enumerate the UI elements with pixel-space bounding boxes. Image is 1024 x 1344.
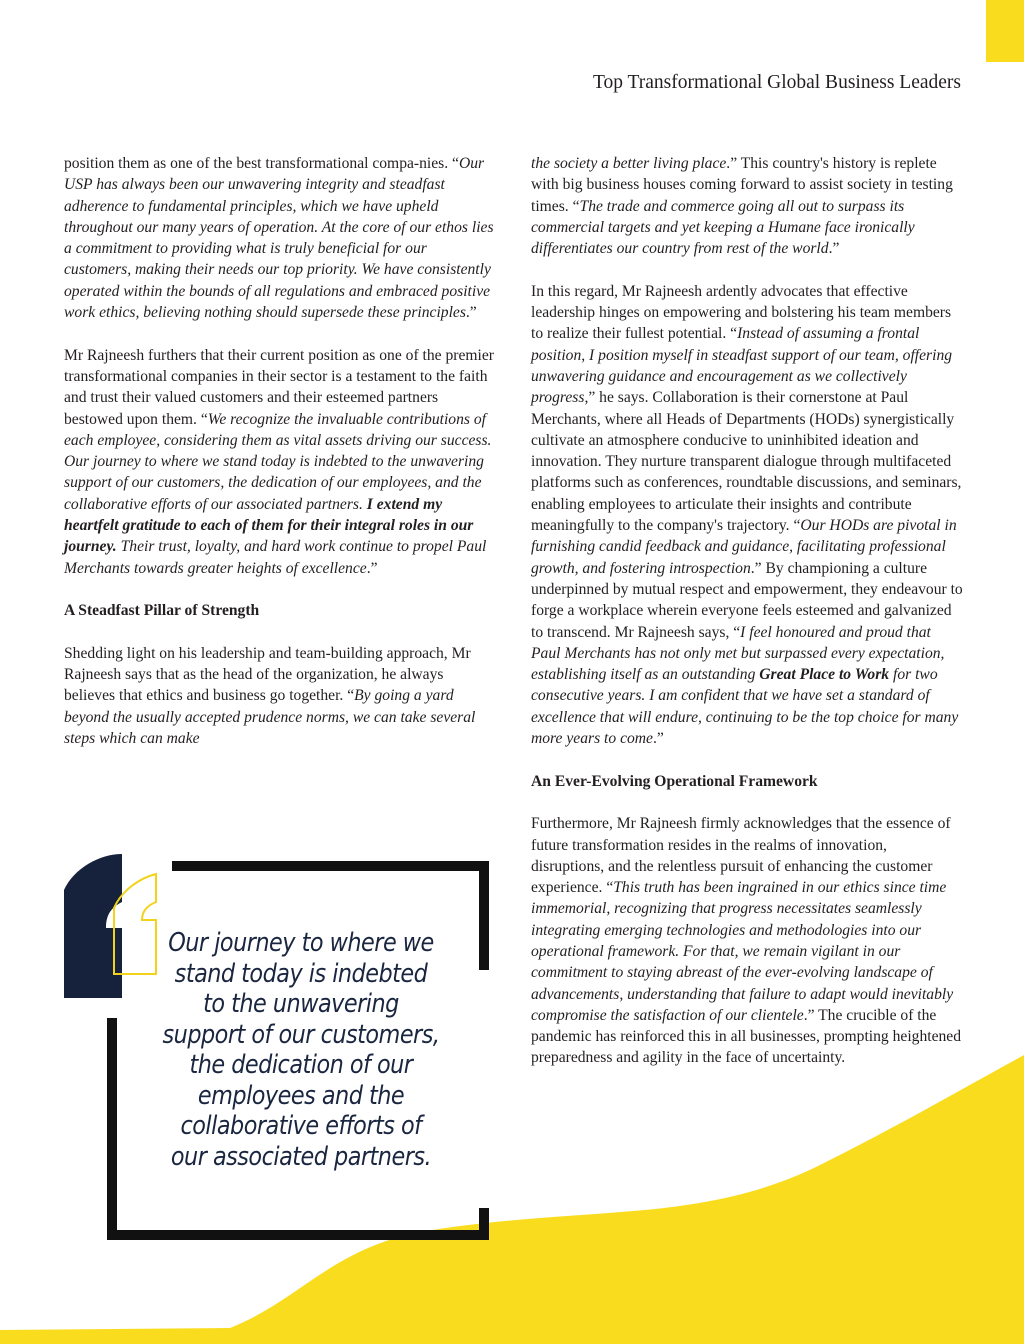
running-title: Top Transformational Global Business Leaders [592,72,961,93]
paragraph: Furthermore, Mr Rajneesh firmly acknowledges that the essence of future transformation resides in the realms of innovation, disruptions, and the relentless pursuit of enhancing the customer experience. “This truth has been ingrained in our ethics since time immemorial, recognizing that progress necessitates seamlessly integrating emerging technologies and methodologies into our operational framework. For that, we remain vigilant in our commitment to staying abreast of the ever-evolving landscape of advancements, understanding that failure to adapt would inevitably compromise the satisfaction of our clientele.” The crucible of the pandemic has reinforced this in all businesses, prompting heightened preparedness and agility in the face of uncertainty. [531,815,962,1067]
paragraph: In this regard, Mr Rajneesh ardently advocates that effective leadership hinges on empowering and bolstering his team members to realize their fullest potential. “Instead of assuming a frontal position, I position myself in steadfast support of our team, offering unwavering guidance and encouragement as we collectively progress,” he says. Collaboration is their cornerstone at Paul Merchants, where all Heads of Departments (HODs) synergistically cultivate an atmosphere conducive to uninhibited ideation and innovation. They nurture transparent dialogue through multifaceted platforms such as conferences, roundtable discussions, and seminars, enabling employees to articulate their insights and contribute meaningfully to the company's trajectory. “Our HODs are pivotal in furnishing candid feedback and guidance, facilitating professional growth, and fostering introspection.” By championing a culture underpinned by mutual respect and empowerment, they endeavour to forge a workplace wherein everyone feels esteemed and galvanized to transcend. Mr Rajneesh says, “I feel honoured and proud that Paul Merchants has not only met but surpassed every expectation, establishing itself as an outstanding Great Place to Work for two consecutive years. I am confident that we have set a standard of excellence that will endure, continuing to be the top choice for many more years to come.” [531,282,963,748]
right-column [531,153,963,1090]
left-column [64,153,496,771]
corner-tab [986,0,1024,62]
section-heading: An Ever-Evolving Operational Framework [531,772,818,790]
pull-quote-text: Our journey to where we stand today is indebted to the unwavering support of our customers, the dedication of our employees and the collaborative efforts of our associated partners. [162,928,440,1172]
section-heading: A Steadfast Pillar of Strength [64,602,260,620]
paragraph: the society a better living place.” This country's history is replete with big business houses coming forward to assist society in testing times. “The trade and commerce going all out to surpass its commercial targets and yet keeping a Humane face ironically differentiates our country from rest of the world.” [531,155,953,258]
paragraph: Shedding light on his leadership and team-building approach, Mr Rajneesh says that as the head of the organization, he always believes that ethics and business go together. “By going a yard beyond the usually accepted prudence norms, we can take several steps which can make [64,644,476,748]
paragraph: position them as one of the best transformational compa-nies. “Our USP has always been our unwavering integrity and steadfast adherence to fundamental principles, which we have upheld throughout our many years of operation. At the core of our ethos lies a commitment to providing what is truly beneficial for our customers, making their needs our top priority. We have consistently operated within the bounds of all regulations and embraced positive work ethics, believing nothing should supersede these principles.” [64,155,494,322]
paragraph: Mr Rajneesh furthers that their current position as one of the premier transformational companies in their sector is a testament to the faith and trust their valued customers and their esteemed partners bestowed upon them. “We recognize the invaluable contributions of each employee, considering them as vital assets driving our success. Our journey to where we stand today is indebted to the unwavering support of our customers, the dedication of our employees, and the collaborative efforts of our associated partners. I extend my heartfelt gratitude to each of them for their integral roles in our journey. Their trust, loyalty, and hard work continue to propel Paul Merchants towards greater heights of excellence.” [64,346,494,577]
